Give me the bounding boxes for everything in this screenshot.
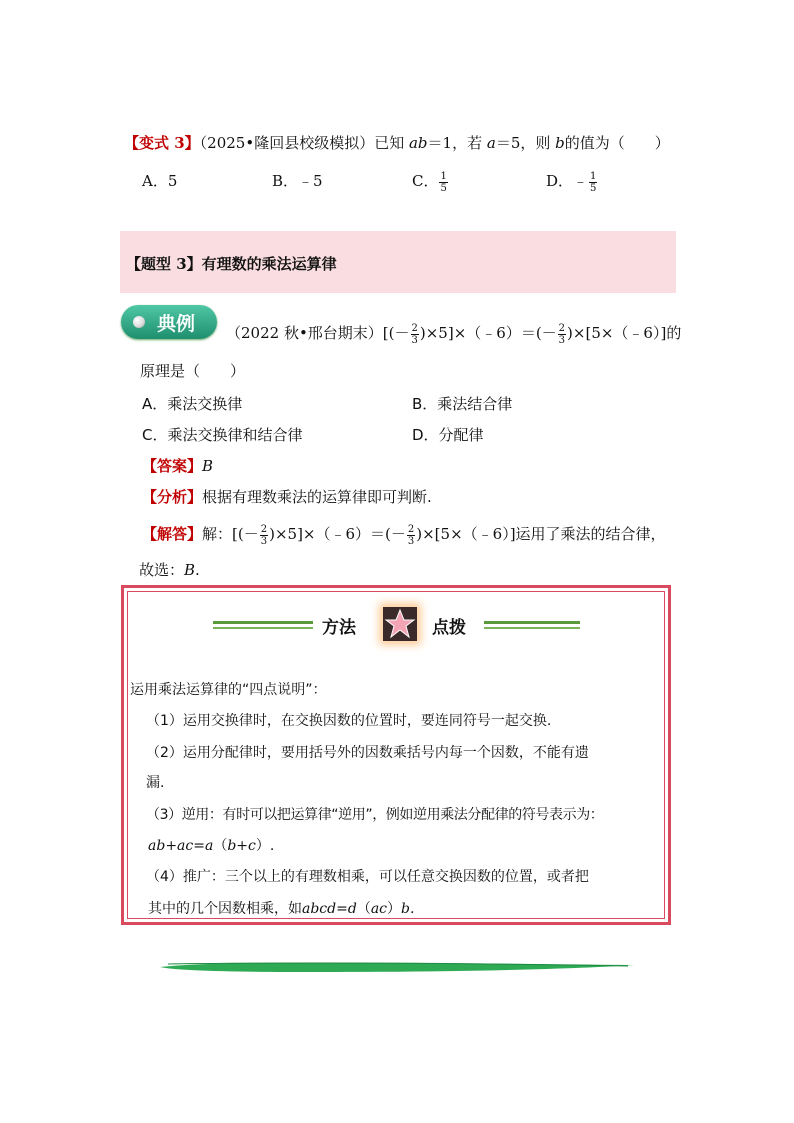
example-badge-label: 典例 [157,313,196,335]
variant3-option-d: D．﹣ $\frac{1}{5}$ [546,170,597,194]
badge-dot-icon [133,316,145,328]
example-option-a: A．乘法交换律 [142,395,243,413]
variant3-option-b: B．﹣5 [272,172,323,190]
method-point-3-formula: ab+ac=a（b+c）. [148,838,275,854]
solution-line: 【解答】解：[(－ $\frac{2}{3}$ )×5]×（﹣6）＝(－ $\frac{2}{3}$ )×[5×（﹣6）]运用了乘法的结合律， [142,523,666,547]
answer-line: 【答案】B [142,457,214,475]
section-heading-band [120,231,676,293]
method-point-2: （2）运用分配律时，要用括号外的因数乘括号内每一个因数，不能有遗 [146,745,589,761]
variant3-option-a: A．5 [142,172,178,190]
decorative-brush-stroke [158,960,636,974]
conclusion-line: 故选：B. [139,561,200,579]
method-point-4: （4）推广：三个以上的有理数相乘，可以任意交换因数的位置，或者把 [146,869,589,885]
method-point-3: （3）逆用：有时可以把运算律“逆用”，例如逆用乘法分配律的符号表示为： [146,807,604,823]
method-point-4-cont: 其中的几个因数相乘，如abcd=d（ac）b. [148,901,415,917]
analysis-line: 【分析】根据有理数乘法的运算律即可判断. [142,488,432,506]
section-title: 【题型 3】有理数的乘法运算律 [126,255,337,273]
method-title-right: 点拨 [432,618,466,638]
example-option-c: C．乘法交换律和结合律 [142,426,303,444]
variant3-label: 【变式 3】 [124,134,200,152]
example-option-d: D．分配律 [412,426,484,444]
example-option-b: B．乘法结合律 [412,395,513,413]
example-question-line2: 原理是（ ） [140,362,246,380]
method-intro: 运用乘法运算律的“四点说明”： [130,682,327,698]
method-point-1: （1）运用交换律时，在交换因数的位置时，要连同符号一起交换. [146,713,552,729]
variant3-option-c: C． $\frac{1}{5}$ [412,170,447,194]
example-question-line1: （2022 秋•邢台期末）[(－ $\frac{2}{3}$ )×5]×（﹣6）＝(－ $\frac{2}{3}$ )×[5×（﹣6）]的 [226,322,682,346]
variant3-question: 【变式 3】（2025•隆回县校级模拟）已知 ab＝1，若 a＝5，则 b的值为（ ） [124,134,670,152]
method-point-2-cont: 漏. [146,775,165,791]
example-badge [121,305,217,339]
star-icon [383,607,417,641]
method-title-left: 方法 [322,618,356,638]
